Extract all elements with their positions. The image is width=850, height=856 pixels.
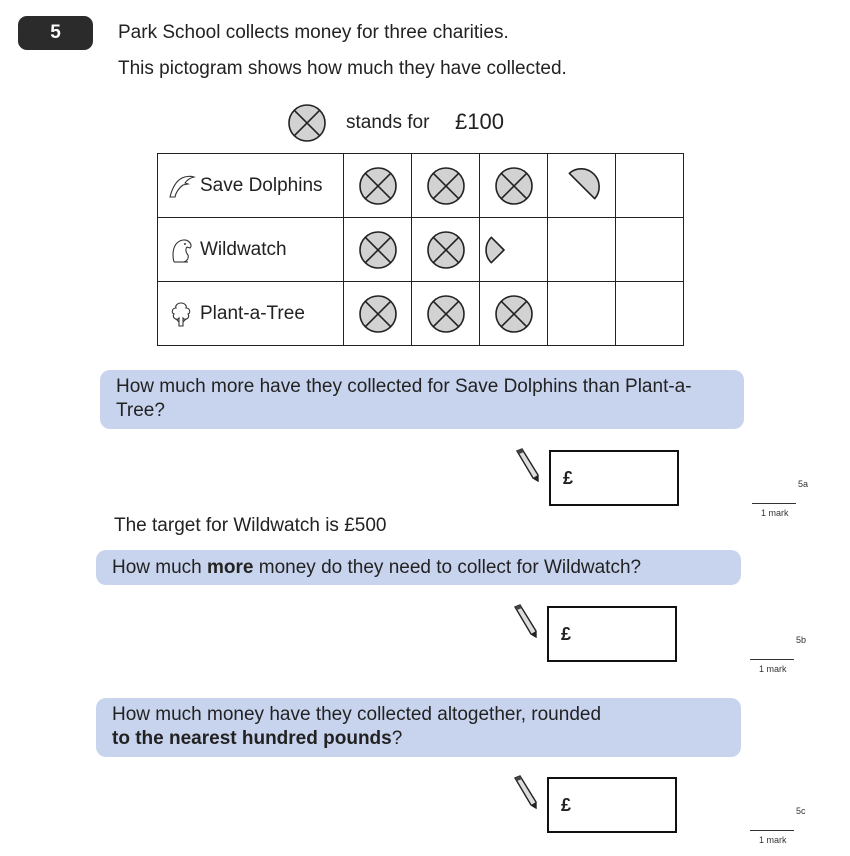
row-label: Plant-a-Tree xyxy=(200,302,305,324)
eagle-icon xyxy=(166,235,196,265)
mark-line-5a xyxy=(752,503,796,504)
question-5b-box xyxy=(96,550,741,585)
crossed-circle-icon xyxy=(287,103,327,143)
pound-sign: £ xyxy=(563,467,574,488)
pound-sign: £ xyxy=(561,623,572,644)
answer-box-5a[interactable] xyxy=(549,450,679,506)
answer-box-5b[interactable] xyxy=(547,606,677,662)
row-label-cell xyxy=(158,218,344,282)
full-symbol xyxy=(426,294,466,334)
pictogram-row xyxy=(158,154,684,218)
pencil-icon xyxy=(513,448,541,482)
mark-text-5b: 1 mark xyxy=(759,664,787,674)
key-text: stands for xyxy=(346,112,430,133)
row-label: Wildwatch xyxy=(200,238,287,260)
question-5c-end: ? xyxy=(391,728,403,749)
full-symbol xyxy=(426,166,466,206)
dolphin-icon xyxy=(166,171,196,201)
mark-code-5a: 5a xyxy=(798,479,809,489)
pictogram-table xyxy=(157,153,684,346)
key-value: £100 xyxy=(455,109,504,134)
mark-line-5b xyxy=(750,659,794,660)
intro-line-1: Park School collects money for three charities. xyxy=(118,22,509,43)
mark-text-5a: 1 mark xyxy=(761,508,789,518)
question-5c-emphasis: to the nearest hundred pounds xyxy=(112,728,392,749)
pound-sign: £ xyxy=(561,794,572,815)
pencil-icon xyxy=(511,604,539,638)
target-text: The target for Wildwatch is £500 xyxy=(114,515,387,536)
question-5a-text: How much more have they collected for Save Dolphins than Plant-a-Tree? xyxy=(116,376,692,421)
row-label-cell xyxy=(158,154,344,218)
full-symbol xyxy=(494,166,534,206)
full-symbol xyxy=(358,166,398,206)
key-symbol xyxy=(287,103,327,143)
tree-icon xyxy=(166,299,196,329)
full-symbol xyxy=(426,230,466,270)
row-label: Save Dolphins xyxy=(200,174,323,196)
full-symbol xyxy=(358,230,398,270)
full-symbol xyxy=(494,294,534,334)
question-5c-box xyxy=(96,698,741,757)
row-label-cell xyxy=(158,282,344,346)
question-5a-box xyxy=(100,370,744,429)
pencil-icon xyxy=(511,775,539,809)
mark-line-5c xyxy=(750,830,794,831)
question-number-badge: 5 xyxy=(18,16,93,50)
question-5c-line1: How much money have they collected altogether, rounded xyxy=(112,704,602,725)
intro-line-2: This pictogram shows how much they have collected. xyxy=(118,58,567,79)
pictogram-row xyxy=(158,218,684,282)
answer-box-5c[interactable] xyxy=(547,777,677,833)
full-symbol xyxy=(358,294,398,334)
question-5b-pre: How much xyxy=(112,557,208,578)
question-5b-emphasis: more xyxy=(207,557,254,578)
quarter-symbol xyxy=(484,230,524,270)
mark-text-5c: 1 mark xyxy=(759,835,787,845)
question-5b-post: money do they need to collect for Wildwatch? xyxy=(253,557,642,578)
half-symbol xyxy=(562,166,602,206)
mark-code-5b: 5b xyxy=(796,635,807,645)
mark-code-5c: 5c xyxy=(796,806,806,816)
pictogram-row xyxy=(158,282,684,346)
